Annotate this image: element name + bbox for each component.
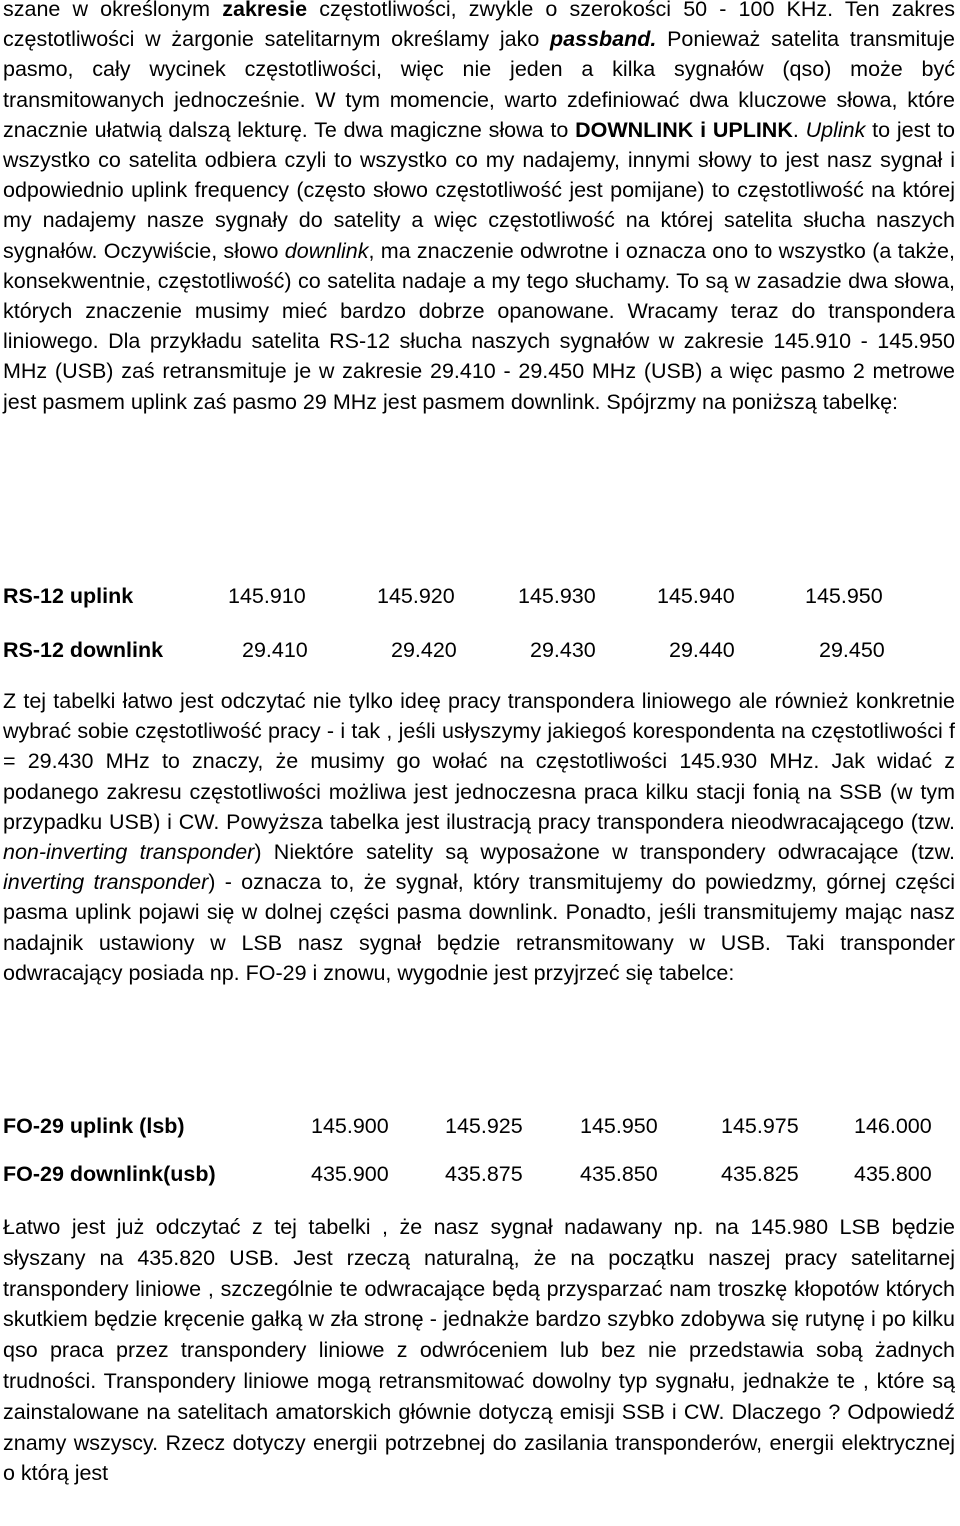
paragraph-passband-uplink-downlink — [3, 0, 955, 417]
rs12-uplink-value: 145.930 — [518, 584, 596, 608]
bold-term-uplink: UPLINK — [712, 117, 793, 142]
fo29-downlink-label: FO-29 downlink(usb) — [3, 1162, 216, 1186]
paragraph-non-inverting-inverting — [3, 686, 955, 988]
italic-term-non-inverting-transponder: non-inverting transponder — [3, 840, 255, 865]
rs12-uplink-value: 145.920 — [377, 584, 455, 608]
fo29-frequency-table — [3, 1114, 955, 1194]
bold-term-downlink: DOWNLINK — [575, 117, 694, 142]
rs12-downlink-value: 29.440 — [669, 638, 735, 662]
rs12-uplink-value: 145.910 — [228, 584, 306, 608]
italic-term-uplink: Uplink — [805, 117, 866, 142]
italic-term-downlink: downlink — [284, 238, 369, 263]
text-run: ) - oznacza to, że sygnał, który transmitujemy do powiedzmy, górnej części pasma uplink pojawi się w dolnej części pasma downlink. Ponadto, jeśli transmitujemy mając nasz nadajnik ustawiony w LSB nasz sygnał będzie retransmitowany w USB. Taki transponder odwracający posiada np. FO-29 i znowu, wygodnie jest przyjrzeć się tabelce: — [3, 870, 956, 985]
text-run: częstotliwości, zwykle o szerokości 50 - 100 KHz. Ten zakres częstotliwości w żargonie satelitarnym określamy jako — [3, 0, 956, 52]
paragraph-reading-inverting-table — [3, 1212, 955, 1489]
text-run: , ma znaczenie odwrotne i oznacza ono to wszystko (a także, konsekwentnie, częstotliwość) co satelita nadaje a my tego słuchamy. To są w zasadzie dwa słowa, których znaczenie musimy mieć bardzo dobrze opanowane. Wracamy teraz do transpondera liniowego. Dla przykładu satelita RS-12 słucha naszych sygnałów w zakresie 145.910 - 145.950 MHz (USB) zaś retransmituje je w zakresie 29.410 - 29.450 MHz (USB) a więc pasmo 2 metrowe jest pasmem uplink zaś pasmo 29 MHz jest pasmem downlink. Spójrzmy na poniższą tabelkę: — [3, 238, 955, 414]
fo29-downlink-value: 435.850 — [580, 1162, 658, 1186]
fo29-uplink-value: 145.925 — [445, 1114, 523, 1138]
rs12-downlink-value: 29.430 — [530, 638, 596, 662]
italic-term-inverting-transponder: inverting transponder — [3, 870, 209, 895]
bold-italic-term-passband: passband. — [550, 27, 657, 52]
fo29-uplink-label: FO-29 uplink (lsb) — [3, 1114, 185, 1138]
fo29-uplink-value: 146.000 — [854, 1114, 932, 1138]
rs12-uplink-value: 145.940 — [657, 584, 735, 608]
fo29-downlink-value: 435.800 — [854, 1162, 932, 1186]
bold-term-zakresie: zakresie — [222, 0, 308, 21]
fo29-downlink-value: 435.825 — [721, 1162, 799, 1186]
fo29-downlink-value: 435.875 — [445, 1162, 523, 1186]
text-run: i — [693, 117, 713, 142]
fo29-downlink-value: 435.900 — [311, 1162, 389, 1186]
text-run: . — [792, 117, 806, 142]
text-run: Łatwo jest już odczytać z tej tabelki , że nasz sygnał nadawany np. na 145.980 LSB będzie słyszany na 435.820 USB. Jest rzeczą naturalną, że na początku naszej pracy satelitarnej transpondery liniowe , szczególnie te odwracające będą przysparzać nam troszkę kłopotów których skutkiem będzie kręcenie gałką w zła stronę - jednakże bardzo szybko zdobywa się rutynę i po kilku qso praca przez transpondery liniowe z odwróceniem lub bez nie przedstawia sobą żadnych trudności. Transpondery liniowe mogą retransmitować dowolny typ sygnału, jednakże te , które są zainstalowane na satelitach amatorskich głównie dotyczą emisji SSB i CW. Dlaczego ? Odpowiedź znamy wszyscy. Rzecz dotyczy energii potrzebnej do zasilania transponderów, energii elektrycznej o którą jest — [3, 1215, 955, 1486]
rs12-uplink-value: 145.950 — [805, 584, 883, 608]
rs12-downlink-value: 29.410 — [242, 638, 308, 662]
fo29-uplink-value: 145.900 — [311, 1114, 389, 1138]
rs12-downlink-value: 29.450 — [819, 638, 885, 662]
rs12-downlink-label: RS-12 downlink — [3, 638, 164, 662]
text-run: to jest to wszystko co satelita odbiera czyli to wszystko co my nadajemy, innymi słowy to jest nasz sygnał i odpowiednio uplink frequency (często słowo częstotliwość jest pomijane) to częstotliwość na której my nadajemy nasze sygnały do satelity a więc częstotliwość na której satelita słucha naszych sygnałów. Oczywiście, słowo — [3, 117, 955, 263]
text-run: Ponieważ satelita transmituje pasmo, cały wycinek częstotliwości, więc nie jeden a kilka sygnałów (qso) może być transmitowanych jednocześnie. W tym momencie, warto zdefiniować dwa kluczowe słowa, które znacznie ułatwią dalszą lekturę. Te dwa magiczne słowa to — [3, 27, 955, 142]
rs12-uplink-label: RS-12 uplink — [3, 584, 134, 608]
rs12-downlink-value: 29.420 — [391, 638, 457, 662]
fo29-uplink-value: 145.975 — [721, 1114, 799, 1138]
text-run: szane w określonym — [3, 0, 223, 21]
text-run: ) Niektóre satelity są wyposażone w transpondery odwracające (tzw. — [254, 840, 955, 865]
rs12-frequency-table — [3, 584, 955, 664]
fo29-uplink-value: 145.950 — [580, 1114, 658, 1138]
text-run: Z tej tabelki łatwo jest odczytać nie tylko ideę pracy transpondera liniowego ale również konkretnie wybrać sobie częstotliwość pracy - i tak , jeśli usłyszymy jakiegoś korespondenta na częstotliwości f = 29.430 MHz to znaczy, że musimy go wołać na częstotliwości 145.930 MHz. Jak widać z podanego zakresu częstotliwości możliwa jest jednoczesna praca kilku stacji fonią na SSB (w tym przypadku USB) i CW. Powyższa tabelka jest ilustracją pracy transpondera nieodwracającego (tzw. — [3, 689, 955, 834]
